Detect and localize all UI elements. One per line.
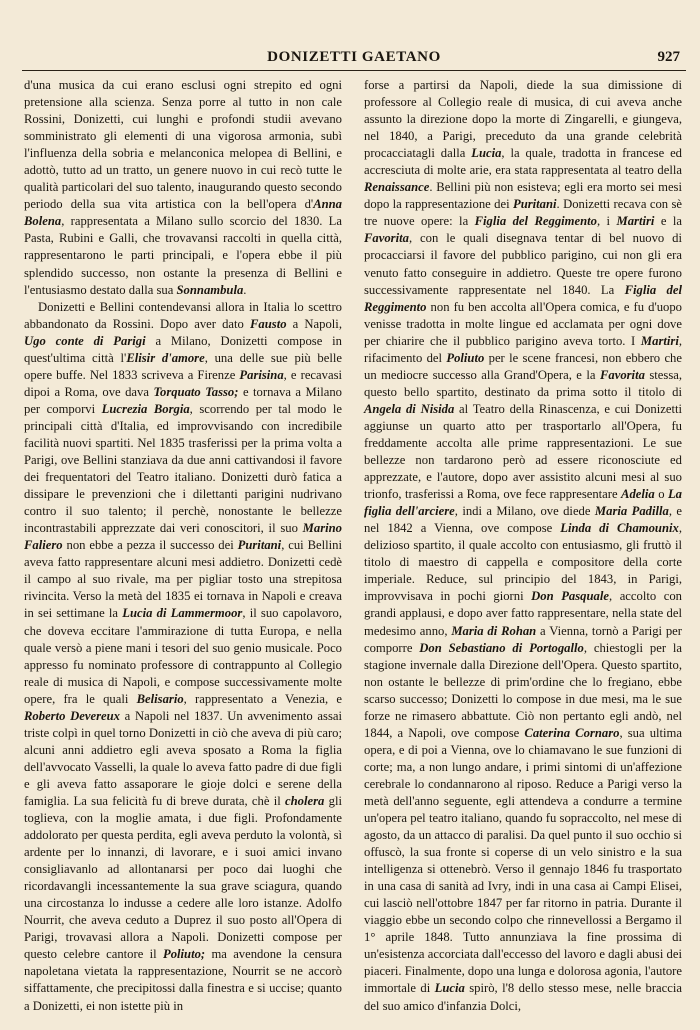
opera-title: Lucia <box>434 981 465 996</box>
paragraph <box>364 77 682 1015</box>
text-run: stessa, questo bello spartito, destinato da prima sotto il titolo di <box>364 367 683 399</box>
page-header <box>22 46 686 71</box>
text-run: spirò, l'8 dello stesso mese, nelle braccia del suo amico d'infanzia Dolci, <box>364 981 682 1013</box>
text-run: ma avendone la censura napoletana vietata la rappresentazione, Nourrit se ne accorò siffattamente, che precipitossi dalla finestra e si uccise; quanto a Donizetti, ei non istette più in <box>24 947 342 1013</box>
text-run: e la <box>654 214 683 229</box>
text-run: gli toglieva, con la moglie amata, i due figli. Profondamente addolorato per questa perdita, egli aveva perduto la volontà, sì ardente per lo innanzi, di lavorare, e i suoi amici invano consigliavanlo ad allontanarsi per poco dai luoghi che ricordavangli incessantemente la sua grave sciagura, quando una circostanza lo indusse a cedere alle loro istanze. Adolfo Nourrit, che aveva ceduto a Duprez il suo posto all'Opera di Parigi, trovavasi allora a Napoli. Donizetti compose per questo celebre cantore il <box>24 793 342 962</box>
text-run: a Napoli nel 1837. Un avvenimento assai triste colpì in quel torno Donizetti in ciò che aveva di più caro; alcuni anni addietro egli aveva sposato a Roma la figlia dell'avvocato Vasselli, la quale lo aveva fatto padre di due figli e gli aveva fatto assaporare le gioje dolci e serene della famiglia. La sua felicità fu di breve durata, chè il <box>24 708 342 808</box>
opera-title: Torquato Tasso; <box>153 384 239 399</box>
text-run: . Donizetti recava con sè tre nuove opere: la <box>364 197 682 229</box>
text-run: forse a partirsi da Napoli, diede la sua dimissione di professore al Collegio reale di musica, di cui aveva anche assunto la direzione dopo la morte di Zingarelli, e giungeva, nel 1840, a Parigi, preceduto da una grande celebrità procacciatagli dalla <box>364 78 682 161</box>
opera-title: Fausto <box>250 316 287 331</box>
text-run: non ebbe a pezza il successo dei <box>62 538 238 553</box>
opera-title: Puritani <box>237 538 282 553</box>
opera-title: Favorita <box>364 231 409 246</box>
text-run: , la quale, tradotta in francese ed accresciuta di molte arie, era stata rappresentata al teatro della <box>364 146 682 178</box>
opera-title: Lucia di Lammermoor <box>122 606 243 621</box>
text-run: , chiestogli per la stagione invernale dalla Direzione dell'Opera. Questo spartito, non ostante le bellezze di prim'ordine che lo fregiano, ebbe scarso successo; Donizetti lo compose in due mesi, ma le sue forze ne rimasero abbattute. Ciò non pertanto egli andò, nel 1844, a Napoli, ove compose <box>364 640 683 740</box>
opera-title: Figlia del Reggimento <box>474 214 597 229</box>
text-run: , scorrendo per tal modo le principali città d'Italia, ed improvvisando con incredibile facilità nuovi spartiti. Nel 1835 trasferissi per la prima volta a Parigi, ove Bellini stanziava da due anni cattivandosi il favore dei frequentatori del Teatro italiano. Donizetti durò fatica a dissipare le prevenzioni che i dilettanti parigini nudrivano contro il suo talento; il perchè, nonostante le bellezze incontrastabili apprezzate dai veri conoscitori, il suo <box>24 401 342 536</box>
opera-title: Puritani <box>512 197 557 212</box>
text-run: a Napoli, <box>286 316 342 331</box>
left-column <box>24 77 342 1015</box>
page-number: 927 <box>657 49 680 65</box>
text-run: al Teatro della Rinascenza, e cui Donizetti aggiunse un quarto atto per trasportarlo all'Opera, fu freddamente accolta alle prime rappresentazioni. Le sue bellezze non tardarono però ad essere riconosciute ed apprezzate, e l'autore, dopo aver assistito alcuni mesi al suo trionfo, trasferissi a Roma, ove fece rappresentare <box>364 401 682 502</box>
opera-title: Roberto Devereux <box>24 708 120 723</box>
text-run: non fu ben accolta all'Opera comica, e fu d'uopo venisse tradotta in molte lingue ed acclamata per ogni dove per chiarire che il pubblico parigino aveva torto. I <box>364 299 682 348</box>
opera-title: Don Pasquale <box>531 589 609 604</box>
text-run: per le scene francesi, non ebbero che un mediocre successo alla Grand'Opera, e la <box>364 350 682 382</box>
text-run: a Milano, Donizetti compose in quest'ultima città l' <box>24 333 342 365</box>
text-run: , e recavasi dipoi a Roma, ove dava <box>24 367 343 399</box>
opera-title: Angela di Nisida <box>364 401 455 416</box>
text-run: o <box>654 487 668 502</box>
opera-title: Adelia <box>621 487 655 502</box>
text-run: a Vienna, tornò a Parigi per comporre <box>364 623 682 655</box>
opera-title: Maria Padilla <box>594 504 669 519</box>
running-title: DONIZETTI GAETANO <box>267 49 441 65</box>
opera-title: Linda di Chamounix <box>560 521 679 536</box>
opera-title: Caterina Cornaro <box>524 725 620 740</box>
text-run: , delizioso spartito, il quale accolto con entusiasmo, gli fruttò il titolo di maestro di cappella e compositore della corte imperiale. Reduce, sul principio del 1843, in Parigi, improvvisava in pochi giorni <box>364 521 683 604</box>
text-run: e tornava a Milano per comporvi <box>24 384 342 416</box>
opera-title: Martiri <box>640 333 679 348</box>
opera-title: Ugo conte di Parigi <box>24 333 146 348</box>
opera-title: Martiri <box>616 214 655 229</box>
opera-title: Anna Bolena <box>24 197 342 229</box>
text-run: . <box>243 282 247 297</box>
text-run: Donizetti e Bellini contendevansi allora in Italia lo scettro abbandonato da Rossini. Dopo aver dato <box>24 299 342 331</box>
text-run: , accolto con grandi applausi, e dopo aver fatto rappresentare, nella state del medesimo anno, <box>364 589 682 638</box>
opera-title: Parisina <box>239 367 284 382</box>
opera-title: Marino Faliero <box>24 521 342 553</box>
opera-title: Figlia del Reggimento <box>364 282 682 314</box>
text-run: , il suo capolavoro, che doveva eccitare l'ammirazione di tutta Europa, e nella quale versò a piene mani i tesori del suo genio musicale. Poco appresso fu nominato professore di contrappunto al Collegio reale di musica di Napoli, e compose successivamente molte opere, fra le quali <box>24 606 342 706</box>
theatre-name: Renaissance <box>364 180 430 195</box>
text-run: , rappresentato a Venezia, e <box>183 691 342 706</box>
paragraph <box>24 299 342 1015</box>
text-run: , cui Bellini aveva fatto rappresentare alcuni mesi addietro. Donizetti cedè il campo al suo rivale, ma per pigliar tosto una strepitosa rivincita. Verso la metà del 1835 ei tornava in Napoli e creava in sei settimane la <box>24 538 342 621</box>
opera-title: Elisir d'amore <box>126 350 205 365</box>
opera-title: Poliuto; <box>162 947 206 962</box>
text-run: , e nel 1842 a Vienna, ove compose <box>364 504 682 536</box>
opera-title: Lucia <box>471 146 502 161</box>
opera-title: Poliuto <box>446 350 485 365</box>
emphasis: cholera <box>285 793 325 808</box>
opera-title: La figlia dell'arciere <box>364 487 682 519</box>
text-run: d'una musica da cui erano esclusi ogni strepito ed ogni pretensione alla scienza. Senza porre al tutto in non cale Rossini, Donizetti, cui lunghi e profondi studii avevano somministrato gli elementi di una vigorosa armonia, subì l'influenza della sobria e melanconica melopea di Bellini, e adottò, tutto ad un tratto, un genere nuovo in cui recò tutte le qualità particolari del suo talento, inaugurando questo secondo periodo della sua vita artistica con la bell'opera d' <box>24 78 342 212</box>
text-run: . Bellini più non esisteva; egli era morto sei mesi dopo la rappresentazione dei <box>364 180 682 212</box>
opera-title: Lucrezia Borgia <box>101 401 190 416</box>
opera-title: Favorita <box>599 367 645 382</box>
text-run: , i <box>596 214 617 229</box>
text-run: , indi a Milano, ove diede <box>454 504 595 519</box>
text-run: , rifacimento del <box>364 333 682 365</box>
opera-title: Don Sebastiano di Portogallo <box>419 640 584 655</box>
paragraph <box>24 77 342 299</box>
text-run: , una delle sue più belle opere buffe. Nel 1833 scriveva a Firenze <box>24 350 342 382</box>
right-column <box>364 77 682 1015</box>
text-run: , rappresentata a Milano sullo scorcio del 1830. La Pasta, Rubini e Galli, che trovavansi raccolti in quella città, rappresentarono le parti principali, e l'opera ebbe il più splendido successo, non ostante la presenza di Bellini e l'entusiasmo destato dalla sua <box>24 214 342 297</box>
opera-title: Maria di Rohan <box>451 623 537 638</box>
text-run: , con le quali disegnava tentar di bel nuovo di procacciarsi il favore del pubblico parigino, cui non gli era venuto fatto conseguire in addietro. Queste tre opere furono successivamente rappresentate nel 1840. La <box>364 231 682 297</box>
opera-title: Belisario <box>136 691 184 706</box>
opera-title: Sonnambula <box>176 282 244 297</box>
text-run: , sua ultima opera, e di poi a Vienna, ove lo chiamavano le sue funzioni di corte; ma, a non lungo andare, i primi sintomi di un'affezione cerebrale lo condannarono al riposo. Reduce a Parigi verso la metà dell'anno seguente, egli attendeva a condurre a termine un'opera pel teatro italiano, quando fu sopraccolto, nel mese di agosto, da un attacco di paralisi. Da quel punto il suo occhio si offuscò, la sua fronte si coperse di un velo sinistro e la sua intelligenza si ottenebrò. Verso il gennajo 1846 fu trasportato in una casa di sanità ad Ivry, indi in una casa ai Campi Elisei, cui lasciò nell'ottobre 1847 per far ritorno in patria. Durante il viaggio ebbe un secondo colpo che rinnevellossi a Bergamo il 1° aprile 1848. Tutto annunziava la fine prossima di un'esistenza accorciata dall'eccesso del lavoro e dagli abusi dei piaceri. Finalmente, dopo una lunga e dolorosa agonia, l'autore immortale di <box>364 725 683 996</box>
